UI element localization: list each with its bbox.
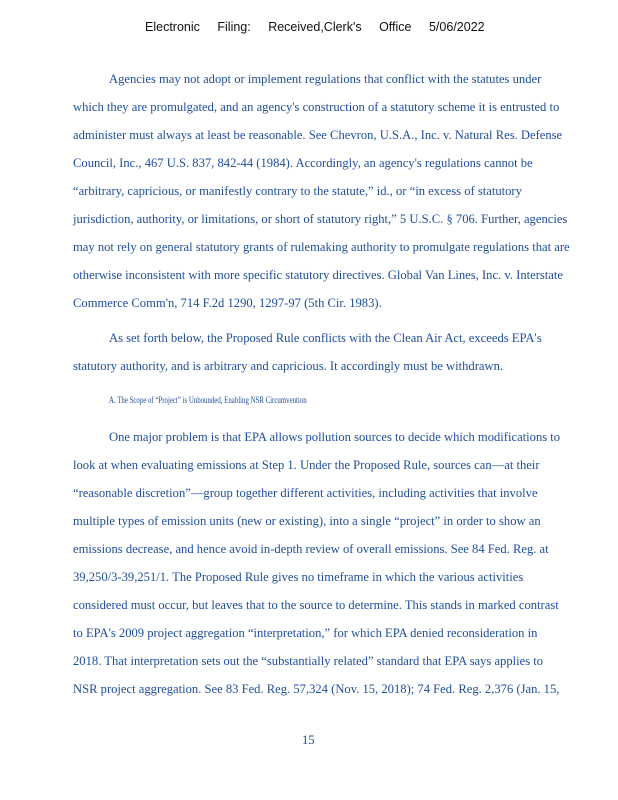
text-line: “reasonable discretion”—group together different activities, including activities that involve — [73, 486, 538, 500]
text-line: statutory authority, and is arbitrary and capricious. It accordingly must be withdrawn. — [73, 359, 504, 373]
text-line: NSR project aggregation. See 83 Fed. Reg. 57,324 (Nov. 15, 2018); 74 Fed. Reg. 2,376 (Jan. 15, — [73, 682, 560, 696]
text-line: multiple types of emission units (new or existing), into a single “project” in order to show an — [73, 514, 541, 528]
text-line: to EPA's 2009 project aggregation “interpretation,” for which EPA denied reconsideration in — [73, 626, 538, 640]
header-filing: Filing: — [217, 20, 251, 34]
text-line: Agencies may not adopt or implement regulations that conflict with the statutes under — [109, 72, 542, 86]
text-line: One major problem is that EPA allows pollution sources to decide which modifications to — [109, 430, 561, 444]
header-date: 5/06/2022 — [428, 20, 485, 34]
filing-stamp-header — [145, 20, 499, 34]
text-line: may not rely on general statutory grants of rulemaking authority to promulgate regulations that are — [73, 240, 570, 254]
text-line: Commerce Comm'n, 714 F.2d 1290, 1297-97 (5th Cir. 1983). — [73, 296, 382, 310]
text-line: “arbitrary, capricious, or manifestly contrary to the statute,” id., or “in excess of statutory — [73, 184, 522, 198]
header-electronic: Electronic — [145, 20, 200, 34]
header-office: Office — [379, 20, 412, 34]
section-heading: A. The Scope of “Project” is Unbounded, Enabling NSR Circumvention — [109, 396, 307, 406]
text-line: 2018. That interpretation sets out the “substantially related” standard that EPA says applies to — [73, 654, 544, 668]
text-line: administer must always at least be reasonable. See Chevron, U.S.A., Inc. v. Natural Res. Defense — [73, 128, 563, 142]
text-line: As set forth below, the Proposed Rule conflicts with the Clean Air Act, exceeds EPA's — [109, 331, 542, 345]
text-line: otherwise inconsistent with more specific statutory directives. Global Van Lines, Inc. v. Interstate — [73, 268, 563, 282]
text-line: Council, Inc., 467 U.S. 837, 842-44 (1984). Accordingly, an agency's regulations cannot be — [73, 156, 533, 170]
text-line: emissions decrease, and hence avoid in-depth review of overall emissions. See 84 Fed. Reg. at — [73, 542, 549, 556]
text-line: considered must occur, but leaves that to the source to determine. This stands in marked contrast — [73, 598, 559, 612]
header-received: Received,Clerk's — [268, 20, 362, 34]
text-line: look at when evaluating emissions at Step 1. Under the Proposed Rule, sources can—at their — [73, 458, 540, 472]
page-number: 15 — [302, 733, 315, 747]
text-line: which they are promulgated, and an agency's construction of a statutory scheme it is entrusted to — [73, 100, 560, 114]
text-line: jurisdiction, authority, or limitations, or short of statutory right,” 5 U.S.C. § 706. Further, agencies — [73, 212, 568, 226]
text-line: 39,250/3-39,251/1. The Proposed Rule gives no timeframe in which the various activities — [73, 570, 524, 584]
